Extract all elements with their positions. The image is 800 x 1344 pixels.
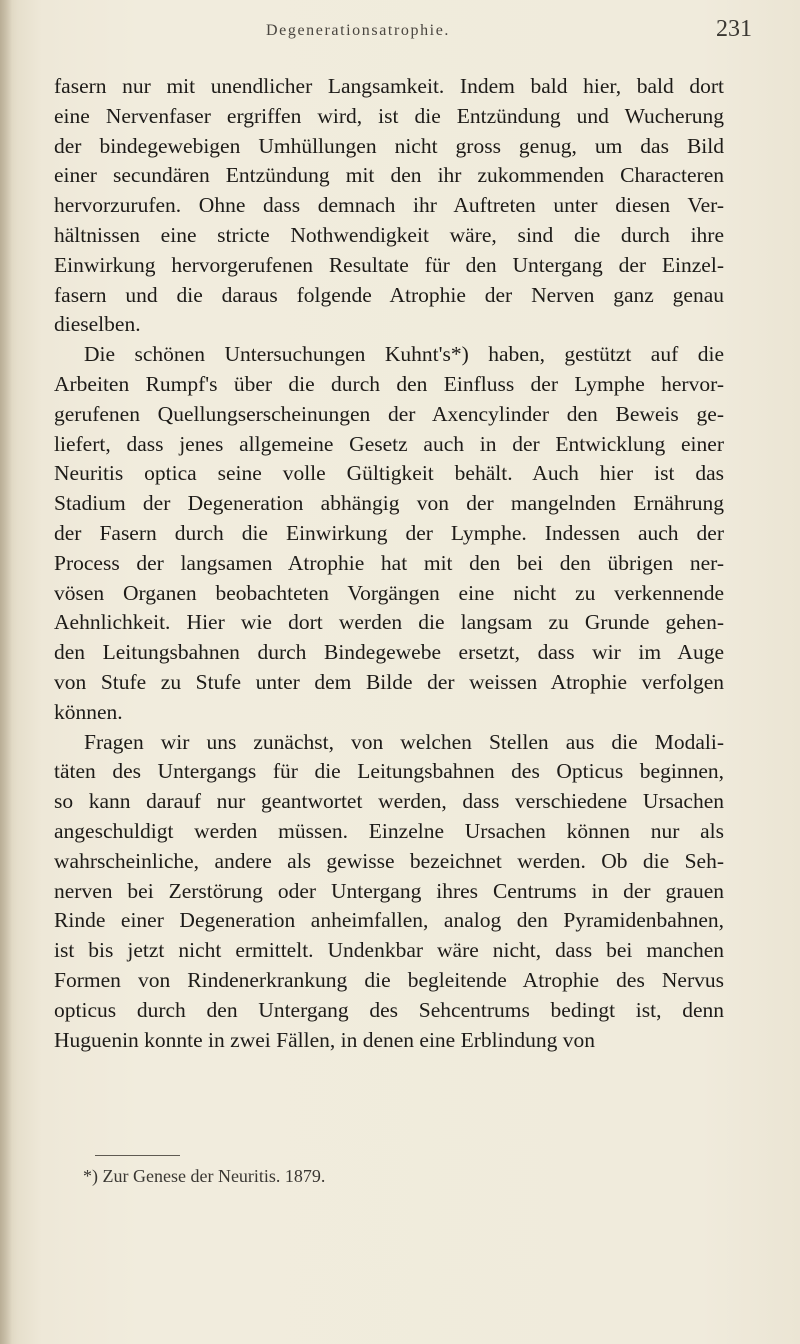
paragraph-2 bbox=[54, 340, 724, 727]
text-line: der Fasern durch die Einwirkung der Lymphe. Indessen auch der bbox=[54, 520, 724, 545]
text-line: Process der langsamen Atrophie hat mit den bei den übrigen ner- bbox=[54, 550, 724, 575]
page-number: 231 bbox=[716, 16, 752, 42]
text-line: so kann darauf nur geantwortet werden, dass verschiedene Ursachen bbox=[54, 789, 724, 814]
text-line: vösen Organen beobachteten Vorgängen eine nicht zu verkennende bbox=[54, 580, 724, 605]
text-line: dieselben. bbox=[54, 312, 141, 337]
text-line: fasern und die daraus folgende Atrophie der Nerven ganz genau bbox=[54, 282, 724, 307]
text-line: täten des Untergangs für die Leitungsbahnen des Opticus beginnen, bbox=[54, 759, 724, 784]
text-line: hältnissen eine stricte Nothwendigkeit wäre, sind die durch ihre bbox=[54, 222, 724, 247]
text-line: Formen von Rindenerkrankung die begleitende Atrophie des Nervus bbox=[54, 967, 724, 992]
text-line: von Stufe zu Stufe unter dem Bilde der weissen Atrophie verfolgen bbox=[54, 669, 724, 694]
text-line: nerven bei Zerstörung oder Untergang ihres Centrums in der grauen bbox=[54, 878, 724, 903]
text-line: Rinde einer Degeneration anheimfallen, analog den Pyramidenbahnen, bbox=[54, 908, 724, 933]
text-line: wahrscheinliche, andere als gewisse bezeichnet werden. Ob die Seh- bbox=[54, 848, 724, 873]
text-line: opticus durch den Untergang des Sehcentrums bedingt ist, denn bbox=[54, 997, 724, 1022]
running-title: Degenerationsatrophie. bbox=[266, 22, 451, 39]
body-text bbox=[54, 72, 724, 1055]
text-line: Neuritis optica seine volle Gültigkeit behält. Auch hier ist das bbox=[54, 461, 724, 486]
text-line: Arbeiten Rumpf's über die durch den Einfluss der Lymphe hervor- bbox=[54, 371, 724, 396]
paragraph-1 bbox=[54, 72, 724, 340]
text-line: Fragen wir uns zunächst, von welchen Stellen aus die Modali- bbox=[84, 729, 724, 754]
footnote-rule bbox=[95, 1155, 180, 1156]
text-line: hervorzurufen. Ohne dass demnach ihr Auftreten unter diesen Ver- bbox=[54, 193, 724, 218]
text-line: der bindegewebigen Umhüllungen nicht gross genug, um das Bild bbox=[54, 133, 724, 158]
text-line: Die schönen Untersuchungen Kuhnt's*) haben, gestützt auf die bbox=[84, 342, 724, 367]
text-line: fasern nur mit unendlicher Langsamkeit. Indem bald hier, bald dort bbox=[54, 74, 724, 98]
text-line: können. bbox=[54, 699, 123, 724]
text-line: Aehnlichkeit. Hier wie dort werden die langsam zu Grunde gehen- bbox=[54, 610, 724, 635]
paragraph-3 bbox=[54, 728, 724, 1056]
text-line: einer secundären Entzündung mit den ihr zukommenden Characteren bbox=[54, 163, 724, 188]
text-line: liefert, dass jenes allgemeine Gesetz auch in der Entwicklung einer bbox=[54, 431, 724, 456]
text-line: Einwirkung hervorgerufenen Resultate für den Untergang der Einzel- bbox=[54, 252, 724, 277]
text-line: Huguenin konnte in zwei Fällen, in denen eine Erblindung von bbox=[54, 1027, 595, 1052]
running-head bbox=[0, 14, 800, 54]
text-line: gerufenen Quellungserscheinungen der Axencylinder den Beweis ge- bbox=[54, 401, 724, 426]
page-binding-edge bbox=[0, 0, 12, 1344]
footnote: *) Zur Genese der Neuritis. 1879. bbox=[83, 1166, 326, 1186]
text-line: Stadium der Degeneration abhängig von der mangelnden Ernährung bbox=[54, 491, 724, 516]
text-line: ist bis jetzt nicht ermittelt. Undenkbar wäre nicht, dass bei manchen bbox=[54, 938, 724, 963]
text-line: angeschuldigt werden müssen. Einzelne Ursachen können nur als bbox=[54, 818, 724, 843]
text-line: den Leitungsbahnen durch Bindegewebe ersetzt, dass wir im Auge bbox=[54, 640, 724, 665]
text-line: eine Nervenfaser ergriffen wird, ist die Entzündung und Wucherung bbox=[54, 103, 724, 128]
